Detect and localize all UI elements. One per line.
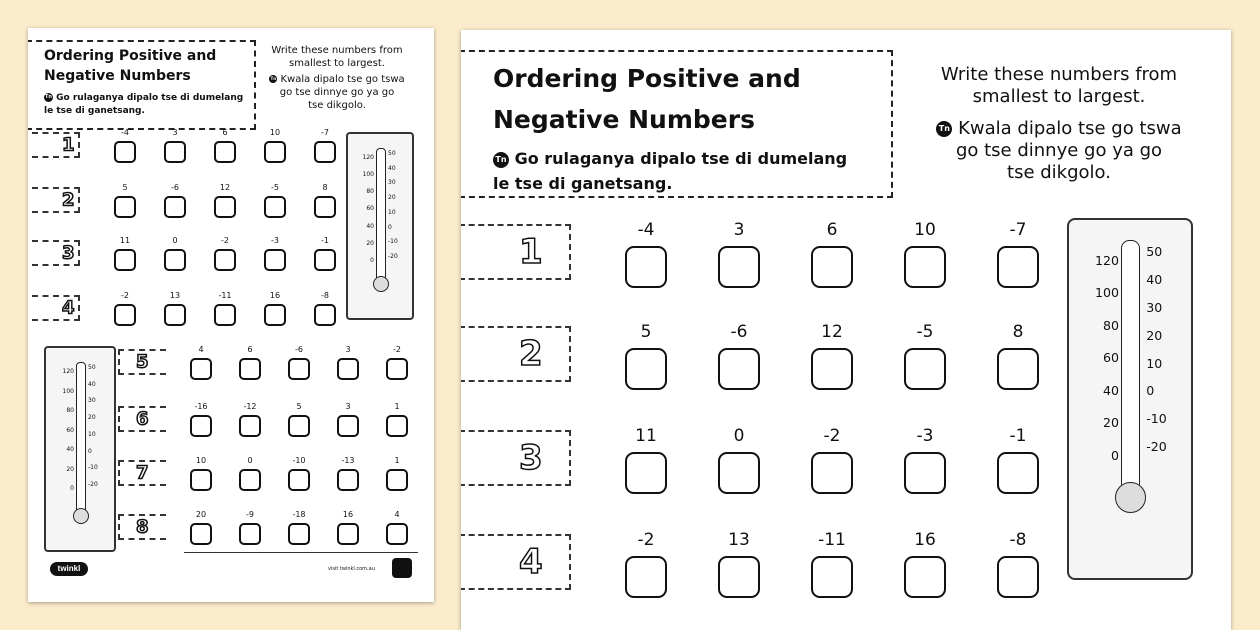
answer-cell [807, 530, 857, 598]
celsius-label: 30 [88, 397, 96, 405]
row-number: 1 [519, 232, 543, 272]
answer-box[interactable] [114, 141, 136, 163]
answer-cell [993, 322, 1043, 390]
thermometer-tube [76, 362, 86, 514]
row-label-tab [32, 187, 80, 213]
number-value: 10 [914, 220, 936, 240]
number-value: 20 [195, 510, 207, 519]
tn-badge-icon: Tn [270, 76, 277, 81]
celsius-label: 10 [1146, 355, 1163, 371]
answer-cell [256, 291, 294, 326]
instruction-line-2: smallest to largest. [972, 86, 1146, 107]
footer-rule [184, 552, 418, 553]
celsius-label: 20 [1146, 327, 1163, 343]
number-value: 5 [122, 183, 128, 192]
answer-cell [714, 426, 764, 494]
celsius-label: 50 [388, 150, 396, 157]
answer-box[interactable] [386, 523, 408, 545]
celsius-label: 50 [88, 364, 96, 371]
subtitle-line-1: Go rulaganya dipalo tse di dumelang [514, 149, 848, 168]
answer-cell [156, 183, 194, 218]
answer-box[interactable] [114, 304, 136, 326]
number-value: 16 [914, 530, 936, 550]
fahrenheit-label: 120 [362, 154, 374, 161]
number-value: 4 [394, 510, 400, 519]
answer-box[interactable] [997, 246, 1039, 288]
answer-box[interactable] [625, 556, 667, 598]
answer-cell [206, 183, 244, 218]
answer-box[interactable] [239, 523, 261, 545]
number-value: 0 [733, 426, 745, 446]
answer-box[interactable] [904, 452, 946, 494]
thermometer-tube [1121, 240, 1140, 492]
answer-box[interactable] [214, 141, 236, 163]
answer-box[interactable] [164, 249, 186, 271]
row-label-tab [461, 534, 571, 590]
fahrenheit-label: 40 [1102, 382, 1119, 398]
fahrenheit-label: 80 [66, 407, 74, 414]
number-value: -2 [221, 236, 229, 245]
number-value: 0 [247, 456, 253, 465]
answer-box[interactable] [114, 196, 136, 218]
fahrenheit-label: 0 [370, 256, 374, 264]
answer-box[interactable] [337, 415, 359, 437]
answer-box[interactable] [190, 523, 212, 545]
title-box [461, 50, 893, 198]
answer-cell [280, 345, 318, 380]
row-label-tab [32, 240, 80, 266]
answer-cell [714, 530, 764, 598]
answer-box[interactable] [811, 348, 853, 390]
number-value: -6 [730, 322, 748, 342]
answer-cell [206, 128, 244, 163]
answer-box[interactable] [288, 415, 310, 437]
number-value: -11 [218, 291, 232, 300]
row-label-tab [461, 326, 571, 382]
celsius-label: 20 [388, 194, 396, 202]
subtitle-line-2: le tse di ganetsang. [493, 174, 673, 193]
answer-box[interactable] [997, 452, 1039, 494]
fahrenheit-label: 40 [66, 446, 74, 453]
fahrenheit-label: 40 [366, 222, 374, 230]
instruction-line-2: smallest to largest. [289, 58, 385, 69]
instructions [909, 64, 1209, 184]
answer-box[interactable] [288, 523, 310, 545]
row-number: 5 [136, 351, 149, 373]
answer-box[interactable] [314, 304, 336, 326]
answer-cell [993, 530, 1043, 598]
fahrenheit-label: 100 [1094, 285, 1119, 301]
fahrenheit-label: 80 [1102, 317, 1119, 333]
twinkl-badge-icon [392, 558, 412, 578]
answer-cell [329, 402, 367, 437]
answer-box[interactable] [164, 196, 186, 218]
celsius-label: 10 [88, 430, 96, 438]
number-value: 3 [345, 402, 351, 411]
answer-box[interactable] [264, 196, 286, 218]
row-label-tab [118, 514, 166, 540]
thermometer-image [346, 132, 414, 320]
instruction-tn-line-3: tse dikgolo. [1007, 162, 1111, 183]
number-value: -6 [295, 345, 303, 354]
answer-box[interactable] [264, 249, 286, 271]
number-value: 16 [269, 291, 281, 300]
answer-cell [807, 426, 857, 494]
row-number: 2 [62, 189, 75, 211]
answer-box[interactable] [337, 358, 359, 380]
answer-cell [231, 345, 269, 380]
fahrenheit-label: 100 [362, 171, 374, 179]
number-value: 3 [172, 128, 178, 137]
number-value: -1 [321, 236, 329, 245]
answer-cell [182, 345, 220, 380]
tn-badge-icon: Tn [936, 121, 952, 137]
answer-cell [256, 236, 294, 271]
number-value: 1 [394, 402, 400, 411]
answer-box[interactable] [190, 358, 212, 380]
fahrenheit-label: 120 [1094, 252, 1119, 268]
answer-cell [621, 530, 671, 598]
number-value: -1 [1009, 426, 1027, 446]
answer-cell [256, 183, 294, 218]
title-line-1: Ordering Positive and [493, 64, 801, 93]
answer-cell [900, 322, 950, 390]
answer-cell [714, 220, 764, 288]
answer-box[interactable] [337, 469, 359, 491]
instruction-tn-line-1: Kwala dipalo tse go tswa [280, 74, 405, 85]
number-value: -7 [321, 128, 329, 137]
number-value: 4 [198, 345, 204, 354]
answer-box[interactable] [386, 358, 408, 380]
fahrenheit-label: 60 [1102, 350, 1119, 366]
celsius-label: 40 [1146, 272, 1163, 288]
number-value: 12 [821, 322, 843, 342]
celsius-label: 10 [388, 208, 396, 216]
number-value: -2 [121, 291, 129, 300]
answer-cell [106, 183, 144, 218]
celsius-label: -10 [388, 238, 398, 246]
number-value: 6 [222, 128, 228, 137]
title-line-1: Ordering Positive and [44, 48, 217, 64]
answer-box[interactable] [239, 415, 261, 437]
answer-box[interactable] [214, 249, 236, 271]
title-line-2: Negative Numbers [44, 68, 191, 84]
number-value: -3 [916, 426, 934, 446]
answer-cell [329, 456, 367, 491]
instruction-tn-line-1: Kwala dipalo tse go tswa [958, 118, 1182, 139]
footer-url: visit twinkl.com.au [328, 566, 375, 572]
answer-cell [900, 426, 950, 494]
answer-cell [378, 345, 416, 380]
answer-box[interactable] [337, 523, 359, 545]
row-label-tab [461, 224, 571, 280]
answer-cell [280, 456, 318, 491]
answer-box[interactable] [904, 246, 946, 288]
answer-box[interactable] [114, 249, 136, 271]
number-value: -7 [1009, 220, 1027, 240]
answer-box[interactable] [625, 348, 667, 390]
celsius-label: 30 [1146, 299, 1163, 315]
number-value: 10 [269, 128, 281, 137]
answer-cell [993, 426, 1043, 494]
number-value: -5 [271, 183, 279, 192]
answer-cell [156, 291, 194, 326]
row-number: 7 [136, 462, 149, 484]
number-value: 8 [322, 183, 328, 192]
number-value: 11 [119, 236, 131, 245]
number-value: 13 [728, 530, 750, 550]
number-value: 5 [296, 402, 302, 411]
instruction-tn-line-3: tse dikgolo. [308, 100, 366, 111]
answer-cell [106, 128, 144, 163]
instruction-tn-line-2: go tse dinnye go ya go [955, 140, 1163, 161]
number-value: -4 [637, 220, 655, 240]
answer-box[interactable] [190, 469, 212, 491]
instruction-line-1: Write these numbers from [940, 64, 1178, 85]
answer-box[interactable] [164, 304, 186, 326]
answer-cell [993, 220, 1043, 288]
answer-box[interactable] [625, 452, 667, 494]
answer-box[interactable] [214, 196, 236, 218]
answer-box[interactable] [997, 348, 1039, 390]
worksheet-thumbnail [28, 28, 434, 602]
answer-box[interactable] [239, 358, 261, 380]
subtitle-line-2: le tse di ganetsang. [44, 106, 145, 116]
thermometer-bulb-icon [73, 508, 89, 524]
answer-box[interactable] [264, 304, 286, 326]
answer-cell [182, 510, 220, 545]
title-line-2: Negative Numbers [493, 105, 755, 134]
answer-box[interactable] [718, 556, 760, 598]
number-value: 10 [195, 456, 207, 465]
twinkl-logo: twinkl [50, 562, 88, 576]
number-value: -11 [818, 530, 846, 550]
celsius-label: 40 [88, 380, 96, 388]
answer-cell [206, 236, 244, 271]
answer-box[interactable] [314, 196, 336, 218]
answer-cell [378, 510, 416, 545]
answer-cell [378, 402, 416, 437]
worksheet-zoomed [461, 30, 1231, 630]
row-number: 8 [136, 516, 149, 538]
number-value: -3 [271, 236, 279, 245]
celsius-label: -10 [1146, 411, 1167, 427]
number-value: -18 [292, 510, 306, 519]
answer-box[interactable] [811, 246, 853, 288]
answer-cell [621, 322, 671, 390]
answer-box[interactable] [811, 452, 853, 494]
number-value: -8 [321, 291, 329, 300]
answer-box[interactable] [314, 141, 336, 163]
fahrenheit-label: 0 [1110, 447, 1119, 463]
number-value: 12 [219, 183, 231, 192]
number-value: 0 [172, 236, 178, 245]
fahrenheit-label: 0 [70, 485, 74, 492]
number-value: 11 [635, 426, 657, 446]
answer-cell [807, 322, 857, 390]
answer-cell [306, 291, 344, 326]
number-value: 8 [1012, 322, 1024, 342]
number-value: 3 [733, 220, 745, 240]
row-label-tab [118, 349, 166, 375]
row-number: 3 [519, 438, 543, 478]
number-value: -2 [637, 530, 655, 550]
number-value: 6 [826, 220, 838, 240]
answer-cell [306, 183, 344, 218]
answer-cell [106, 236, 144, 271]
fahrenheit-label: 60 [66, 426, 74, 434]
fahrenheit-label: 80 [366, 188, 374, 196]
answer-box[interactable] [718, 246, 760, 288]
number-value: -12 [243, 402, 257, 411]
celsius-label: -20 [1146, 439, 1167, 455]
answer-cell [807, 220, 857, 288]
answer-cell [900, 530, 950, 598]
answer-box[interactable] [288, 469, 310, 491]
row-label-tab [32, 132, 80, 158]
celsius-label: -20 [388, 252, 398, 260]
celsius-label: 30 [388, 179, 396, 187]
answer-cell [378, 456, 416, 491]
instruction-line-1: Write these numbers from [271, 45, 403, 56]
tn-badge-icon: Tn [493, 152, 509, 168]
number-value: -10 [292, 456, 306, 465]
answer-cell [106, 291, 144, 326]
thermometer-bulb-icon [1115, 482, 1146, 513]
celsius-label: 20 [88, 414, 96, 422]
thermometer-tube [376, 148, 386, 282]
answer-box[interactable] [625, 246, 667, 288]
thermometer-image [1067, 218, 1193, 580]
answer-cell [156, 128, 194, 163]
answer-box[interactable] [811, 556, 853, 598]
answer-box[interactable] [386, 469, 408, 491]
answer-cell [306, 128, 344, 163]
tn-badge-icon: Tn [45, 94, 52, 100]
answer-box[interactable] [264, 141, 286, 163]
number-value: -2 [823, 426, 841, 446]
row-label-tab [461, 430, 571, 486]
instruction-tn-line-2: go tse dinnye go ya go [279, 87, 395, 98]
row-number: 6 [136, 408, 149, 430]
answer-box[interactable] [904, 556, 946, 598]
answer-cell [256, 128, 294, 163]
fahrenheit-label: 100 [62, 387, 74, 395]
fahrenheit-label: 60 [366, 205, 374, 213]
celsius-label: 40 [388, 164, 396, 172]
celsius-label: 0 [388, 223, 392, 231]
answer-box[interactable] [214, 304, 236, 326]
answer-box[interactable] [904, 348, 946, 390]
instructions [262, 44, 412, 112]
number-value: -5 [916, 322, 934, 342]
thermometer-bulb-icon [373, 276, 389, 292]
answer-cell [182, 456, 220, 491]
answer-box[interactable] [997, 556, 1039, 598]
celsius-label: -10 [88, 464, 98, 472]
row-number: 4 [62, 297, 75, 319]
row-number: 4 [519, 542, 543, 582]
answer-cell [329, 345, 367, 380]
number-value: 6 [247, 345, 253, 354]
row-number: 1 [62, 134, 75, 156]
celsius-label: 0 [1146, 383, 1155, 399]
number-value: 1 [394, 456, 400, 465]
number-value: -8 [1009, 530, 1027, 550]
answer-box[interactable] [164, 141, 186, 163]
answer-box[interactable] [190, 415, 212, 437]
answer-cell [206, 291, 244, 326]
answer-cell [900, 220, 950, 288]
answer-cell [182, 402, 220, 437]
row-number: 3 [62, 242, 75, 264]
answer-cell [231, 456, 269, 491]
subtitle-line-1: Go rulaganya dipalo tse di dumelang [56, 93, 244, 103]
answer-cell [156, 236, 194, 271]
number-value: -9 [246, 510, 254, 519]
answer-cell [231, 402, 269, 437]
row-label-tab [118, 406, 166, 432]
celsius-label: 50 [1146, 244, 1163, 260]
answer-cell [231, 510, 269, 545]
answer-cell [280, 510, 318, 545]
answer-cell [621, 220, 671, 288]
answer-box[interactable] [386, 415, 408, 437]
answer-cell [306, 236, 344, 271]
number-value: 5 [640, 322, 652, 342]
number-value: -2 [393, 345, 401, 354]
number-value: 13 [169, 291, 181, 300]
number-value: -6 [171, 183, 179, 192]
celsius-label: -20 [88, 481, 98, 488]
answer-cell [280, 402, 318, 437]
fahrenheit-label: 120 [62, 368, 74, 375]
row-label-tab [118, 460, 166, 486]
row-number: 2 [519, 334, 543, 374]
celsius-label: 0 [88, 447, 92, 455]
number-value: 3 [345, 345, 351, 354]
number-value: -4 [121, 128, 129, 137]
answer-box[interactable] [718, 452, 760, 494]
title-box [28, 40, 256, 130]
answer-box[interactable] [288, 358, 310, 380]
fahrenheit-label: 20 [366, 239, 374, 247]
answer-box[interactable] [718, 348, 760, 390]
number-value: 16 [342, 510, 354, 519]
number-value: -13 [341, 456, 355, 465]
answer-box[interactable] [314, 249, 336, 271]
thermometer-image [44, 346, 116, 552]
fahrenheit-label: 20 [1102, 415, 1119, 431]
row-label-tab [32, 295, 80, 321]
fahrenheit-label: 20 [66, 465, 74, 473]
number-value: -16 [194, 402, 208, 411]
answer-box[interactable] [239, 469, 261, 491]
answer-cell [621, 426, 671, 494]
answer-cell [329, 510, 367, 545]
answer-cell [714, 322, 764, 390]
